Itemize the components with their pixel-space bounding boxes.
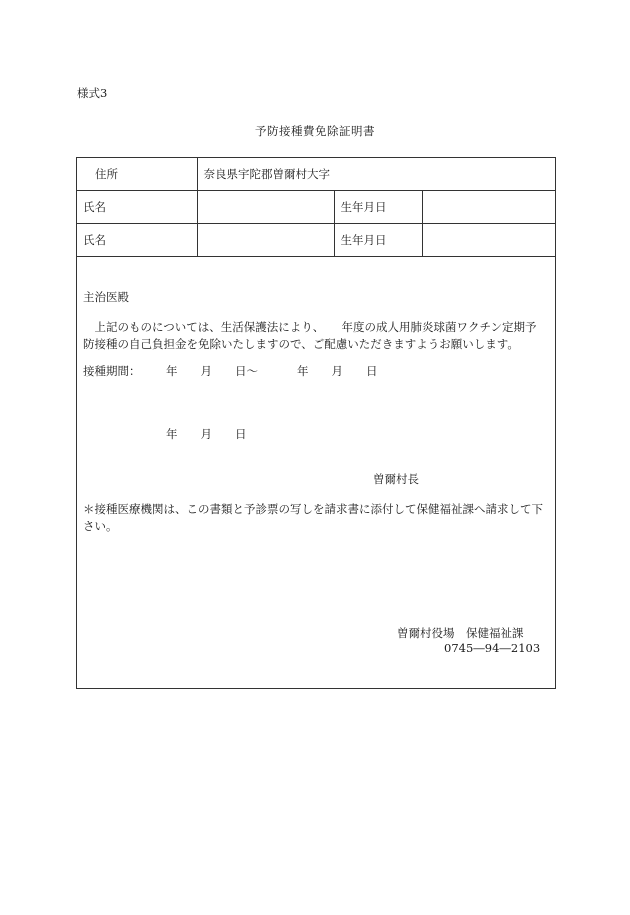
- name-field[interactable]: [197, 224, 334, 257]
- birthdate-field[interactable]: [422, 224, 555, 257]
- person-row: [77, 224, 555, 257]
- person-row: [77, 191, 555, 224]
- address-label: 住所: [77, 158, 197, 191]
- name-label: 氏名: [77, 224, 197, 257]
- office-name: 曽爾村役場 保健福祉課: [397, 626, 524, 640]
- statement-line: 上記のものについては、生活保護法により、 年度の成人用肺炎球菌ワクチン定期予: [83, 320, 537, 334]
- issue-date: 年 月 日: [166, 427, 247, 441]
- addressee: 主治医殿: [83, 290, 129, 304]
- document-title: 予防接種費免除証明書: [255, 124, 375, 138]
- period-label: 接種期間：: [83, 364, 141, 378]
- office-phone: 0745―94―2103: [444, 641, 541, 655]
- address-value: 奈良県宇陀郡曽爾村大字: [197, 158, 555, 191]
- birthdate-label: 生年月日: [334, 191, 422, 224]
- note-line: ＊接種医療機関は、この書類と予診票の写しを請求書に添付して保健福祉課へ請求して下: [83, 502, 543, 516]
- billing-note: [83, 501, 553, 535]
- birthdate-label: 生年月日: [334, 224, 422, 257]
- period-end-date: 年 月 日: [297, 364, 378, 378]
- period-start-date: 年 月 日～: [166, 364, 258, 378]
- name-field[interactable]: [197, 191, 334, 224]
- birthdate-field[interactable]: [422, 191, 555, 224]
- certificate-frame: [76, 157, 556, 689]
- note-line: さい。: [83, 519, 118, 533]
- form-number-label: 様式3: [77, 86, 108, 100]
- name-label: 氏名: [77, 191, 197, 224]
- address-row: [77, 158, 555, 191]
- statement-line: 防接種の自己負担金を免除いたしますので、ご配慮いただきますようお願いします。: [83, 337, 519, 351]
- issuer-name: 曽爾村長: [373, 472, 419, 486]
- exemption-statement: [83, 319, 553, 353]
- applicant-info-table: [77, 158, 555, 257]
